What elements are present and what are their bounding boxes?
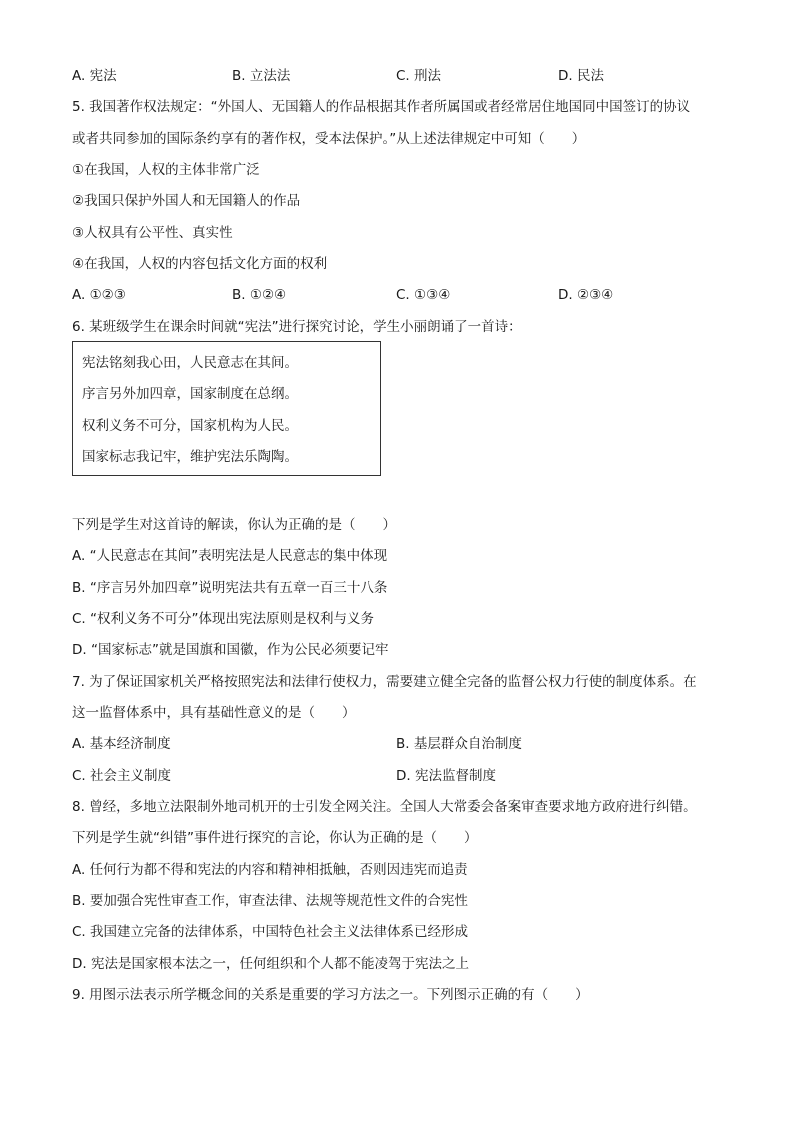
q6-question: 下列是学生对这首诗的解读，你认为正确的是（ ） (72, 517, 396, 533)
q8-option-d: D. 宪法是国家根本法之一，任何组织和个人都不能凌驾于宪法之上 (72, 956, 469, 972)
q5-item-2: ②我国只保护外国人和无国籍人的作品 (72, 193, 301, 209)
q6-option-a: A. “人民意志在其间”表明宪法是人民意志的集中体现 (72, 548, 388, 564)
q8-option-c: C. 我国建立完备的法律体系，中国特色社会主义法律体系已经形成 (72, 924, 469, 940)
q4-option-b: B. 立法法 (232, 68, 291, 84)
q9-stem: 9. 用图示法表示所学概念间的关系是重要的学习方法之一。下列图示正确的有（ ） (72, 987, 589, 1003)
q5-stem-line1: 5. 我国著作权法规定：“外国人、无国籍人的作品根据其作者所属国或者经常居住地国同中国签订的协议 (72, 99, 691, 115)
q6-stem: 6. 某班级学生在课余时间就“宪法”进行探究讨论，学生小丽朗诵了一首诗： (72, 319, 522, 335)
q7-option-b: B. 基层群众自治制度 (396, 736, 522, 752)
q6-option-b: B. “序言另外加四章”说明宪法共有五章一百三十八条 (72, 580, 388, 596)
poem-line-2: 序言另外加四章，国家制度在总纲。 (82, 386, 298, 402)
q4-option-d: D. 民法 (558, 68, 604, 84)
q8-option-a: A. 任何行为都不得和宪法的内容和精神相抵触，否则因违宪而追责 (72, 862, 468, 878)
q8-option-b: B. 要加强合宪性审查工作，审查法律、法规等规范性文件的合宪性 (72, 893, 468, 909)
q5-stem-line2: 或者共同参加的国际条约享有的著作权，受本法保护。”从上述法律规定中可知（ ） (72, 131, 586, 147)
q5-option-c: C. ①③④ (396, 287, 451, 303)
q7-option-d: D. 宪法监督制度 (396, 768, 496, 784)
q8-stem-line1: 8. 曾经，多地立法限制外地司机开的士引发全网关注。全国人大常委会备案审查要求地方政府进行纠错。 (72, 799, 697, 815)
q5-option-d: D. ②③④ (558, 287, 614, 303)
q5-option-b: B. ①②④ (232, 287, 287, 303)
q5-item-4: ④在我国，人权的内容包括文化方面的权利 (72, 256, 328, 272)
q7-stem-line2: 这一监督体系中，具有基础性意义的是（ ） (72, 705, 356, 721)
q5-item-1: ①在我国，人权的主体非常广泛 (72, 162, 260, 178)
q6-option-c: C. “权利义务不可分”体现出宪法原则是权利与义务 (72, 611, 374, 627)
q7-stem-line1: 7. 为了保证国家机关严格按照宪法和法律行使权力，需要建立健全完备的监督公权力行使的制度体系。在 (72, 674, 697, 690)
poem-line-4: 国家标志我记牢，维护宪法乐陶陶。 (82, 449, 298, 465)
q8-stem-line2: 下列是学生就“纠错”事件进行探究的言论，你认为正确的是（ ） (72, 830, 478, 846)
q7-option-a: A. 基本经济制度 (72, 736, 171, 752)
q7-option-c: C. 社会主义制度 (72, 768, 172, 784)
q4-option-c: C. 刑法 (396, 68, 442, 84)
poem-line-3: 权利义务不可分，国家机构为人民。 (82, 418, 298, 434)
poem-box (72, 341, 381, 476)
poem-line-1: 宪法铭刻我心田，人民意志在其间。 (82, 355, 298, 371)
q5-item-3: ③人权具有公平性、真实性 (72, 225, 233, 241)
q4-option-a: A. 宪法 (72, 68, 117, 84)
q6-option-d: D. “国家标志”就是国旗和国徽，作为公民必须要记牢 (72, 642, 389, 658)
q5-option-a: A. ①②③ (72, 287, 126, 303)
